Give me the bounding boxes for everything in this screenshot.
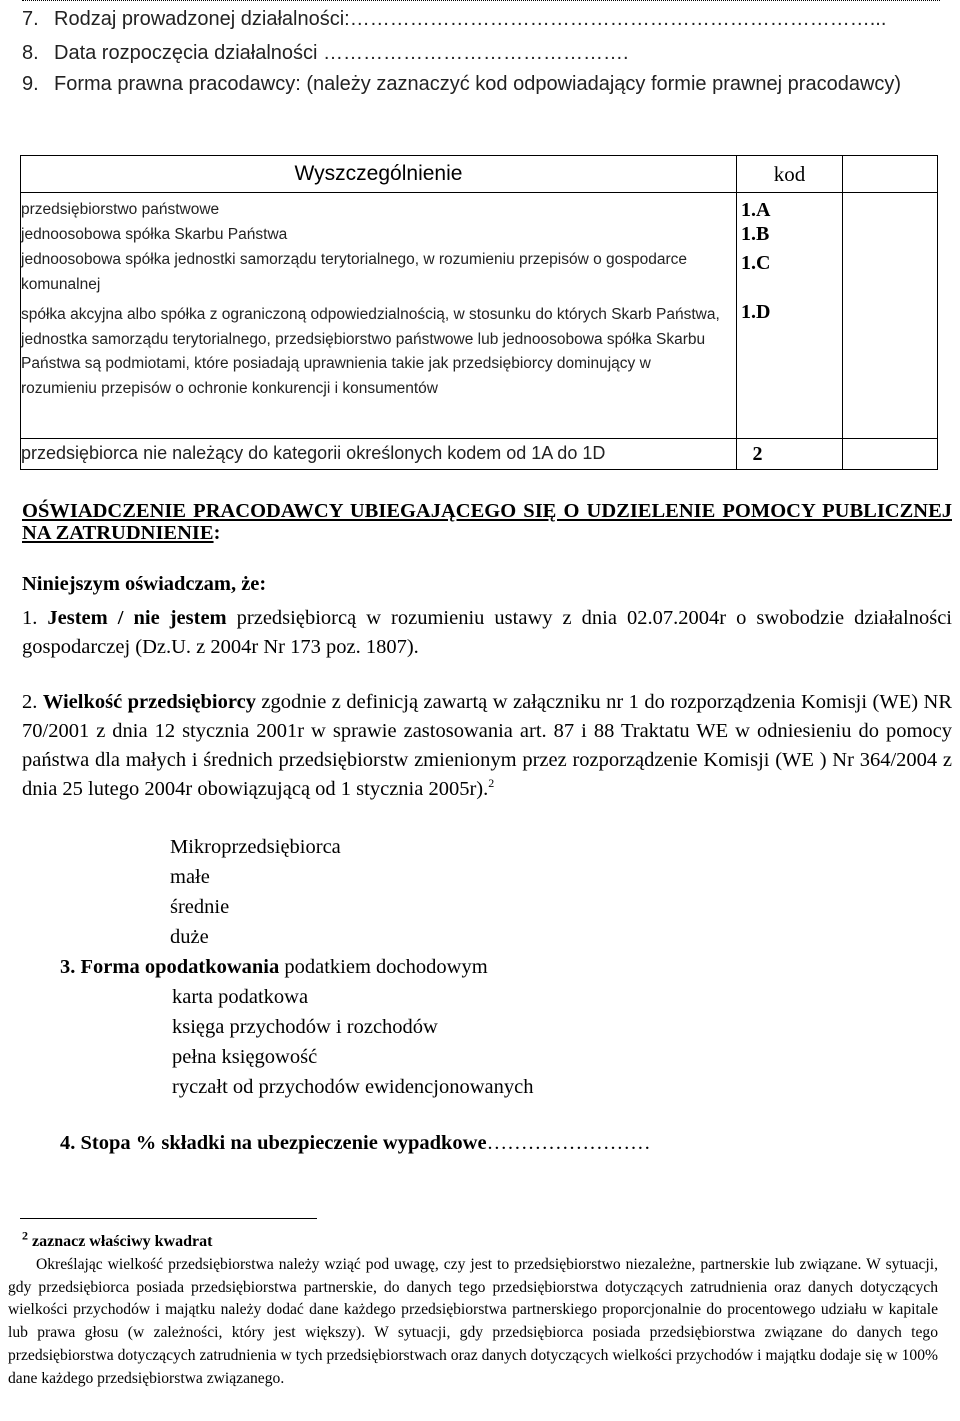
- table-row-text: jednoosobowa spółka jednostki samorządu terytorialnego, w rozumieniu przepisów o gospodarce komunalnej: [21, 251, 688, 293]
- point-number: 2.: [22, 691, 38, 713]
- item-number: 8.: [22, 42, 39, 64]
- point-2: [22, 688, 952, 804]
- declaration-title: OŚWIADCZENIE PRACODAWCY UBIEGAJĄCEGO SIĘ O UDZIELENIE POMOCY PUBLICZNEJ NA ZATRUDNIENIE:: [22, 500, 952, 544]
- column-header-code: kod: [773, 162, 806, 186]
- table-row-code: 1.B: [741, 223, 770, 245]
- option-size-small[interactable]: małe: [170, 866, 210, 888]
- checkbox-cell[interactable]: [843, 439, 938, 470]
- point-1: [22, 604, 952, 662]
- point-text: przedsiębiorcą w rozumieniu ustawy z dnia 02.07.2004r o swobodzie działalności gospodarczej (Dz.U. z 2004r Nr 173 poz. 1807).: [22, 607, 952, 658]
- point-text: ……………………: [486, 1132, 651, 1154]
- table-body-row: [21, 439, 938, 470]
- item-label: Forma prawna pracodawcy: (należy zaznaczyć kod odpowiadający formie prawnej pracodawcy): [54, 73, 902, 95]
- point-text: zgodnie z definicją zawartą w załączniku nr 1 do rozporządzenia Komisji (WE) NR 70/2001 z dnia 12 stycznia 2001r w sprawie zastosowania art. 87 i 88 Traktatu WE w odniesieniu do pomocy państwa dla małych i średnich przedsiębiorstw zmienionym przez rozporządzenie Komisji (WE ) Nr 364/2004 z dnia 25 lutego 2004r obowiązującą od 1 stycznia 2005r).: [22, 691, 952, 800]
- table-header-row: [21, 156, 938, 193]
- point-number: 4.: [60, 1132, 76, 1154]
- point-text: podatkiem dochodowym: [279, 956, 488, 978]
- option-tax-ledger[interactable]: księga przychodów i rozchodów: [172, 1016, 438, 1038]
- statement-intro: Niniejszym oświadczam, że:: [22, 573, 267, 595]
- table-row-code: 1.A: [741, 199, 771, 221]
- point-bold-label: Forma opodatkowania: [80, 956, 280, 978]
- option-size-large[interactable]: duże: [170, 926, 209, 948]
- footnote-ref: 2: [488, 776, 495, 791]
- point-3: [60, 952, 488, 982]
- option-tax-full-accounting[interactable]: pełna księgowość: [172, 1046, 318, 1068]
- table-row-code: 2: [752, 443, 763, 465]
- point-number: 3.: [60, 956, 76, 978]
- checkbox-cell[interactable]: [843, 193, 938, 439]
- legal-form-table: [20, 155, 938, 470]
- option-tax-lump-sum[interactable]: ryczałt od przychodów ewidencjonowanych: [172, 1076, 534, 1098]
- point-4: [60, 1128, 651, 1158]
- footnote-title: [22, 1228, 212, 1256]
- footnote-title-text: zaznacz właściwy kwadrat: [32, 1233, 213, 1250]
- item-number: 9.: [22, 73, 39, 95]
- option-size-micro[interactable]: Mikroprzedsiębiorca: [170, 836, 341, 858]
- item-activity-type: [22, 6, 886, 32]
- item-start-date: [22, 40, 629, 66]
- column-header-description: Wyszczególnienie: [294, 162, 463, 185]
- footnote-number: 2: [22, 1228, 28, 1243]
- point-number: 1.: [22, 607, 38, 629]
- table-row-text: przedsiębiorstwo państwowe: [21, 201, 220, 218]
- item-label: Data rozpoczęcia działalności ……………………………………….: [54, 42, 629, 64]
- item-label: Rodzaj prowadzonej działalności:……………………………………………………………………...: [54, 8, 887, 30]
- top-dotted-line: [22, 0, 940, 2]
- table-body-row: [21, 193, 938, 439]
- point-bold-label: Stopa % składki na ubezpieczenie wypadkowe: [80, 1132, 487, 1154]
- item-number: 7.: [22, 8, 39, 30]
- option-tax-card[interactable]: karta podatkowa: [172, 986, 309, 1008]
- table-row-code: 1.C: [741, 252, 771, 274]
- table-row-code: 1.D: [741, 301, 771, 323]
- point-bold-label: Wielkość przedsiębiorcy: [42, 691, 256, 713]
- option-size-medium[interactable]: średnie: [170, 896, 230, 918]
- table-row-text: spółka akcyjna albo spółka z ograniczoną odpowiedzialnością, w stosunku do których Skarb Państwa, jednostka samorządu terytorialnego, przedsiębiorstwo państwowe lub jednoosobowa spółka Skarbu Państwa są podmiotami, które posiadają uprawnienia takie jak przedsiębiorcy dominujący w rozumieniu przepisów o ochronie konkurencji i konsumentów: [21, 306, 720, 397]
- item-legal-form: [22, 70, 940, 99]
- checkbox-column-header: [843, 156, 938, 193]
- table-row-text: jednoosobowa spółka Skarbu Państwa: [21, 225, 288, 243]
- footnote-text: Określając wielkość przedsiębiorstwa należy wziąć pod uwagę, czy jest to przedsiębiorstwo niezależne, partnerskie lub związane. W sytuacji, gdy przedsiębiorca posiada przedsiębiorstwa partnerskie, do danych tego przedsiębiorstwa dotyczących zatrudnienia oraz danych dotyczących wielkości przychodów i majątku należy dodać dane każdego przedsiębiorstwa partnerskiego proporcjonalnie do procentowego udziału w kapitale lub prawa głosu (w zależności, który jest większy). W sytuacji, gdy przedsiębiorca posiada przedsiębiorstwa związane do danych tego przedsiębiorstwa dotyczących zatrudnienia w tych przedsiębiorstwach oraz danych dotyczących wielkości przychodów i majątku dodaje się w 100% dane każdego przedsiębiorstwa związanego.: [8, 1256, 938, 1387]
- point-bold-label: Jestem / nie jestem: [47, 607, 227, 629]
- table-row-text: przedsiębiorca nie należący do kategorii określonych kodem od 1A do 1D: [21, 443, 606, 463]
- footnote-separator: [20, 1218, 317, 1219]
